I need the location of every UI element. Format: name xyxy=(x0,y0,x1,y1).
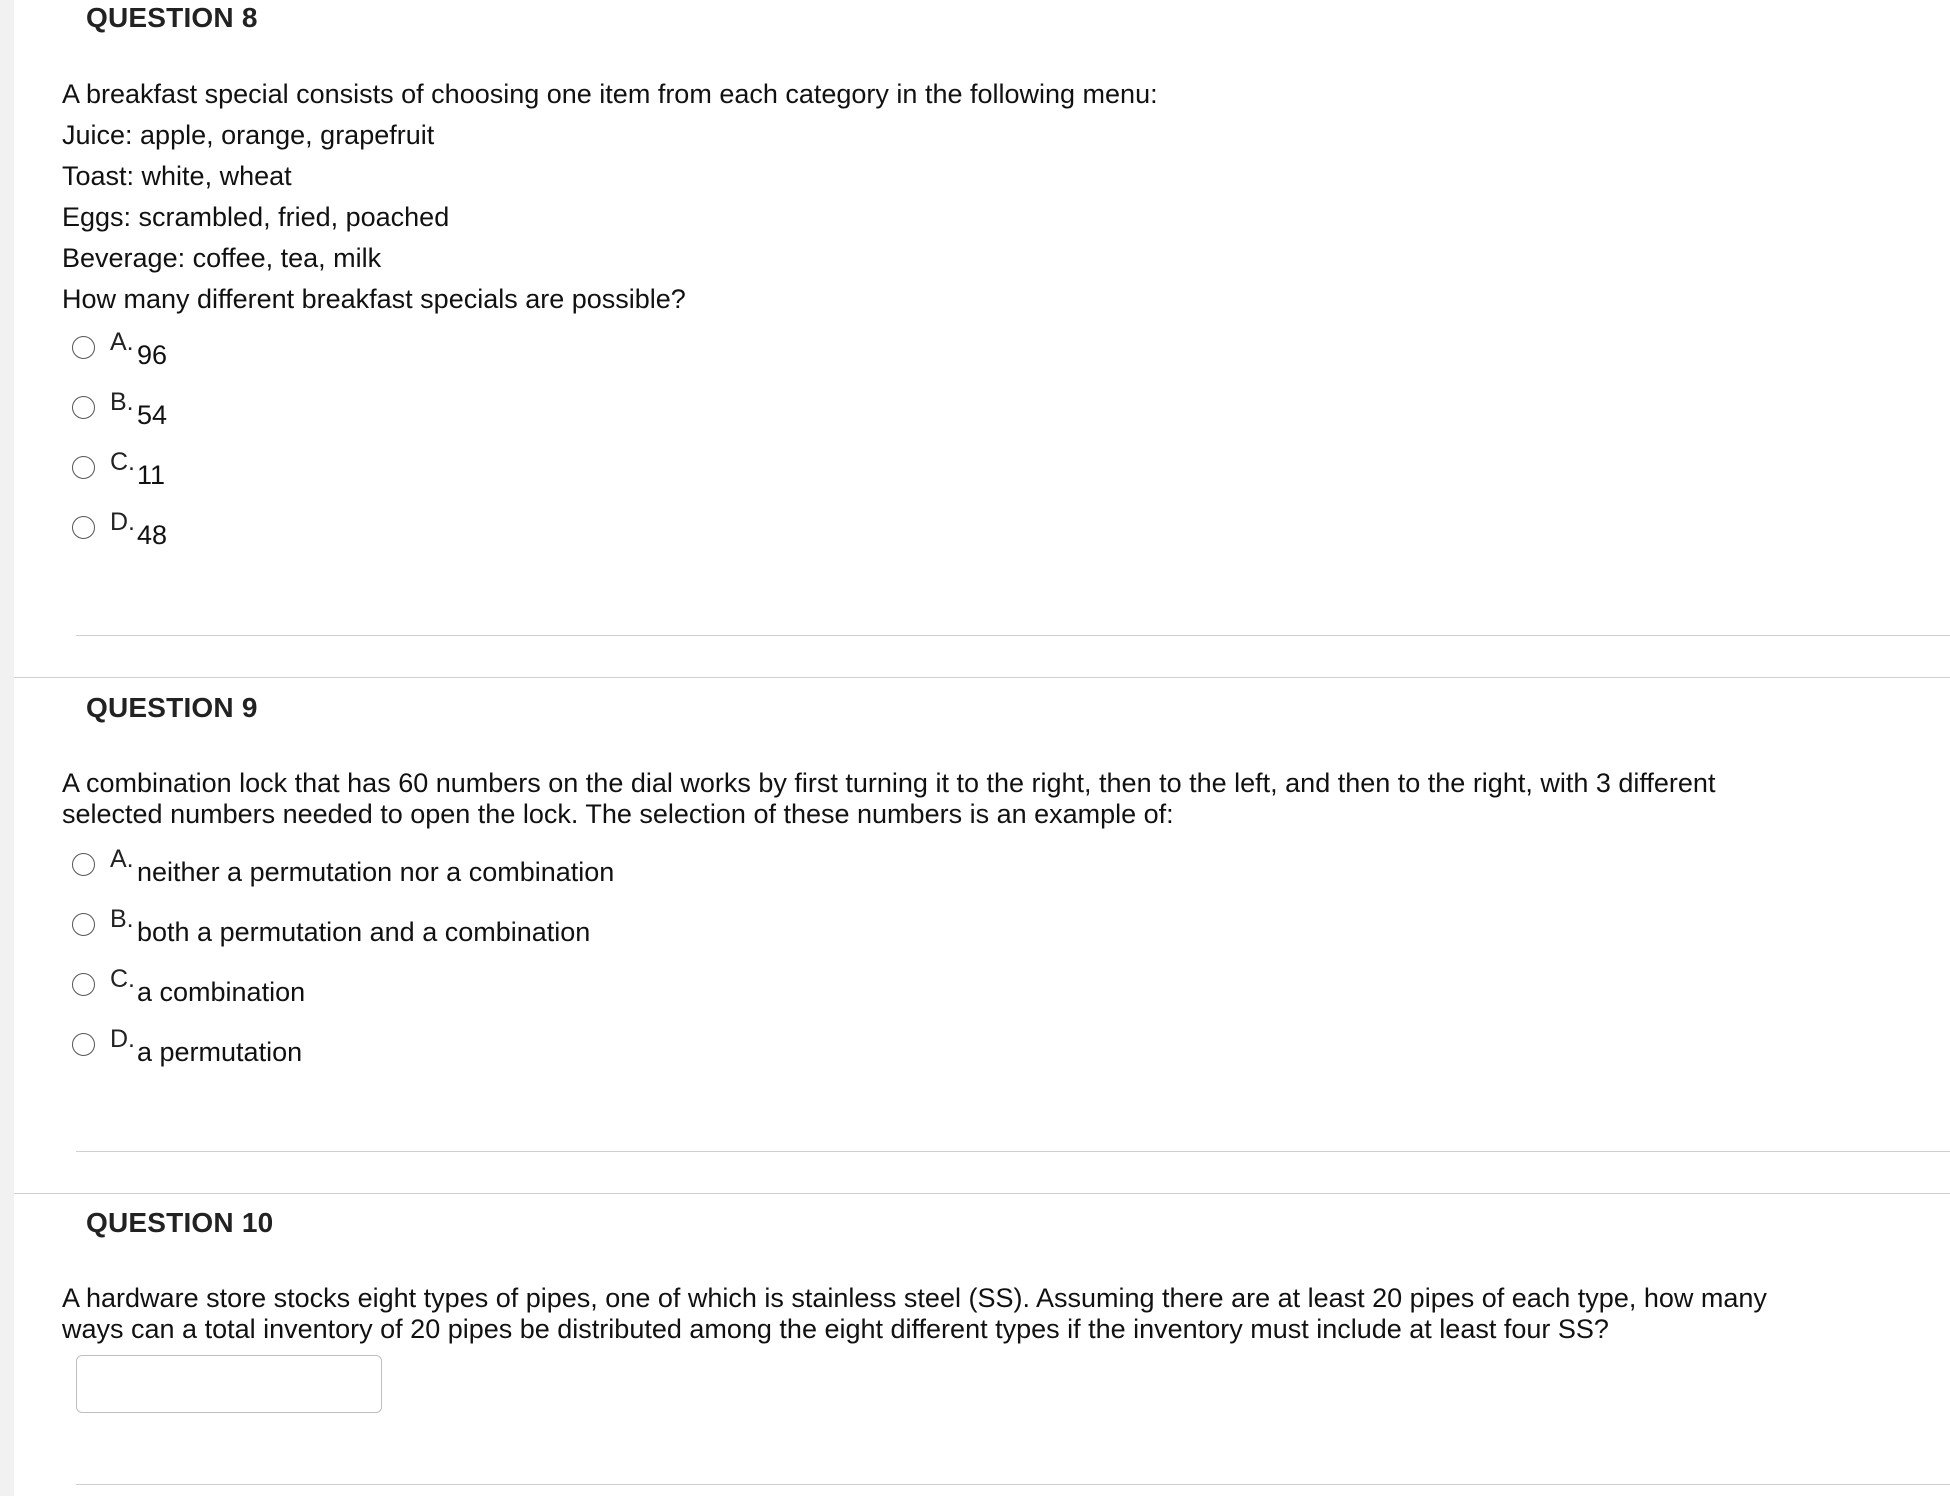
question-8-text xyxy=(62,74,1158,320)
radio-button[interactable] xyxy=(72,516,95,539)
question-divider xyxy=(76,1484,1950,1485)
radio-button[interactable] xyxy=(72,336,95,359)
question-9-option-c[interactable] xyxy=(72,965,772,1005)
radio-button[interactable] xyxy=(72,456,95,479)
question-8-line: Toast: white, wheat xyxy=(62,161,292,191)
question-8-line: Juice: apple, orange, grapefruit xyxy=(62,120,435,150)
question-divider xyxy=(76,1151,1950,1152)
answer-input[interactable] xyxy=(76,1355,382,1413)
option-value: a combination xyxy=(137,977,306,1007)
question-8-option-d[interactable] xyxy=(72,508,772,548)
section-divider xyxy=(14,677,1950,678)
page-left-gutter xyxy=(0,0,14,1496)
question-9-option-a[interactable] xyxy=(72,845,772,885)
question-8-title: QUESTION 8 xyxy=(86,2,258,33)
option-letter: B. xyxy=(110,905,134,933)
option-value: 54 xyxy=(137,400,168,430)
radio-button[interactable] xyxy=(72,913,95,936)
question-8-line: How many different breakfast specials are possible? xyxy=(62,284,686,314)
question-divider xyxy=(76,635,1950,636)
question-9-title: QUESTION 9 xyxy=(86,692,258,723)
question-10-text: A hardware store stocks eight types of pipes, one of which is stainless steel (SS). Assuming there are at least 20 pipes of each type, how many ways can a total inventory of 20 pipes be distributed among the eight different types if the inventory must include at least four SS? xyxy=(62,1283,1767,1344)
question-10-title: QUESTION 10 xyxy=(86,1207,274,1238)
radio-button[interactable] xyxy=(72,853,95,876)
question-9-option-b[interactable] xyxy=(72,905,772,945)
question-8-option-c[interactable] xyxy=(72,448,772,488)
section-divider xyxy=(14,1193,1950,1194)
option-value: 96 xyxy=(137,340,168,370)
option-letter: B. xyxy=(110,388,134,416)
option-letter: D. xyxy=(110,508,135,536)
question-8-line: A breakfast special consists of choosing one item from each category in the following menu: xyxy=(62,79,1158,109)
question-9-option-d[interactable] xyxy=(72,1025,772,1065)
radio-button[interactable] xyxy=(72,1033,95,1056)
option-value: 48 xyxy=(137,520,168,550)
radio-button[interactable] xyxy=(72,396,95,419)
question-8-option-b[interactable] xyxy=(72,388,772,428)
option-letter: D. xyxy=(110,1025,135,1053)
option-letter: A. xyxy=(110,845,134,873)
question-8-option-a[interactable] xyxy=(72,328,772,368)
option-value: 11 xyxy=(137,460,166,490)
question-8-line: Beverage: coffee, tea, milk xyxy=(62,243,382,273)
question-9-text: A combination lock that has 60 numbers on the dial works by first turning it to the right, then to the left, and then to the right, with 3 different selected numbers needed to open the lock. The selection of these numbers is an example of: xyxy=(62,768,1716,829)
option-letter: C. xyxy=(110,448,135,476)
option-value: neither a permutation nor a combination xyxy=(137,857,615,887)
option-value: a permutation xyxy=(137,1037,303,1067)
option-letter: A. xyxy=(110,328,134,356)
question-8-line: Eggs: scrambled, fried, poached xyxy=(62,202,450,232)
option-value: both a permutation and a combination xyxy=(137,917,591,947)
radio-button[interactable] xyxy=(72,973,95,996)
option-letter: C. xyxy=(110,965,135,993)
